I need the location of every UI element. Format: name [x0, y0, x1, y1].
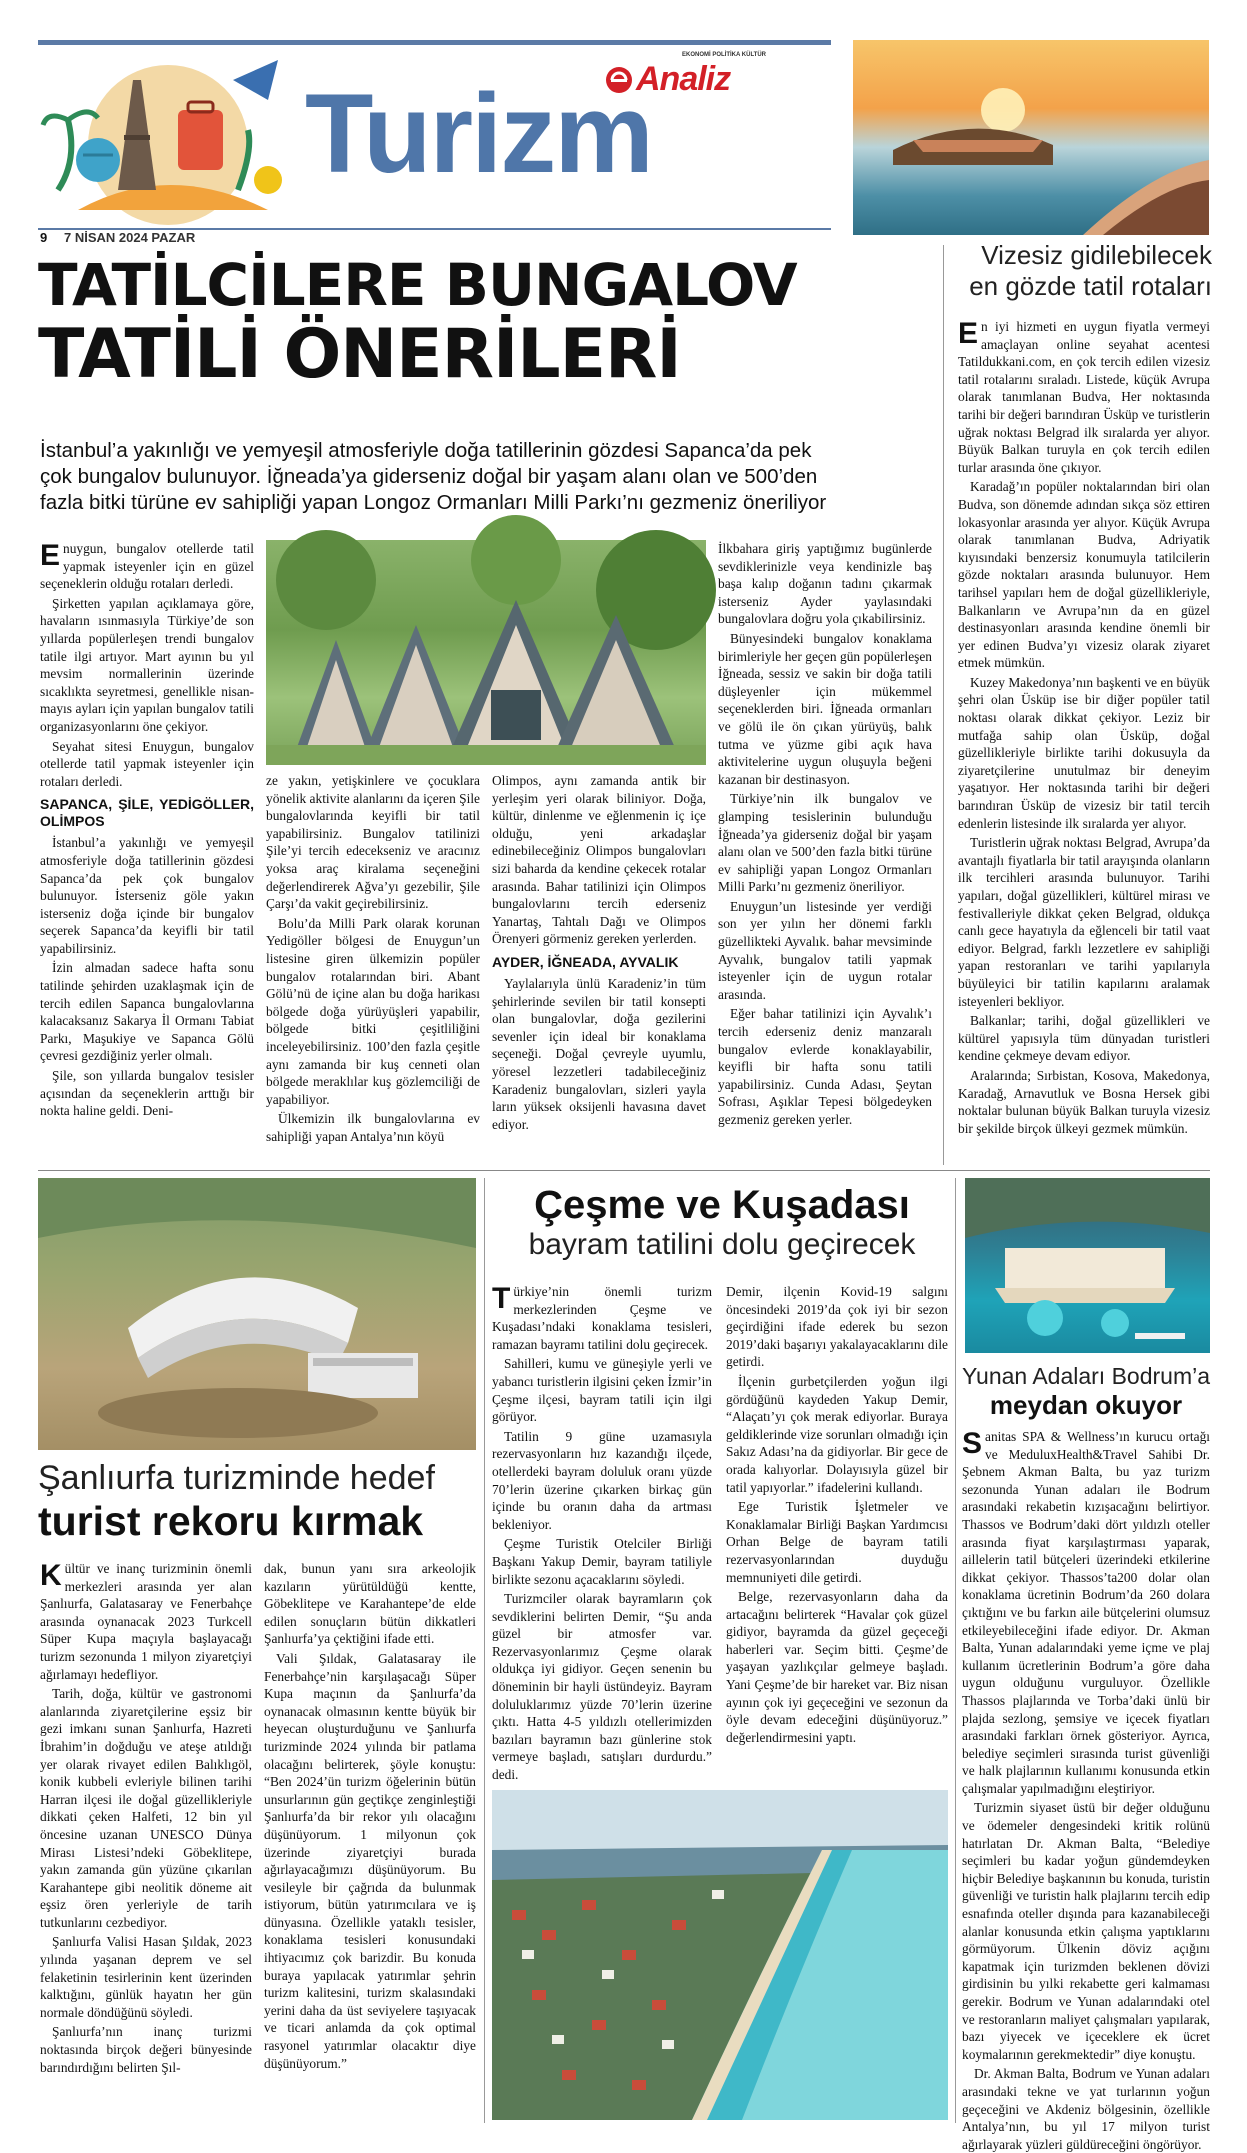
bodrum-resort-photo	[965, 1178, 1210, 1353]
lead-subheading: SAPANCA, ŞİLE, YEDİGÖLLER, OLİMPOS	[40, 796, 254, 830]
yunan-paragraph: anitas SPA & Wellness’ın kurucu ortağı ve MeduluxHealth&Travel Sahibi Dr. Şebnem Akman Balta, bu yaz turizm sezonunda Yunan adaları ile Bodrum arasındaki rekabetin kızışacağını belirtiyor. Thassos ve Bodrum’daki dört yıldızlı oteller arasında fiyat karşılaştırması yaparak, aillelerin tatil bütçeleri üzerindeki etkilerine dikkat çekiyor. Thassos’ta200 dolar olan konaklama ücretinin Bodrum’da 260 dolara çıktığını ve bu farkın aile bütçelerini olumsuz etkileyebileceğini ifade ediyor. Dr. Akman Balta, Yunan adalarındaki yeme içme ve plaj kullanım ücretlerinin Bodrum’a göre daha uygun olduğunu vurguluyor. Özellikle Thassos plajlarında ve Torba’daki ünlü bir plajda sezlong, şemsiye ve içecek fiyatları arasındaki farkları örnek gösteriyor. Ayrıca, belediye seçimleri sırasında turist güvenliği ve halk plajlarının kullanımı konusunda etkin çalışmalar yapılmadığını eleştiriyor.	[962, 1429, 1210, 1796]
section-title: Turizm	[305, 71, 652, 196]
sanliurfa-paragraph: dak, bunun yanı sıra arkeolojik kazıların yürütüldüğü kentte, Göbeklitepe ve Karahantepe’de elde edilen sonuçların bütün dikkatleri Şanlıurfa’ya çektiğini ifade etti.	[264, 1561, 476, 1647]
cesme-title-line2: bayram tatilini dolu geçirecek	[528, 1228, 916, 1261]
cesme-column-2	[726, 1283, 948, 1785]
lead-paragraph: Şile, son yıllarda bungalov tesisler açısından da seçeneklerin arttığı bir nokta haline geldi. Deni-	[40, 1068, 254, 1119]
sanliurfa-dropcap: K	[40, 1559, 62, 1592]
right-story-paragraph: n iyi hizmeti en uygun fiyatla vermeyi amaçlayan online seyahat acentesi Tatildukkani.com, en çok tercih edilen vizesiz tatil rotalarını sıraladı. Listede, küçük Avrupa olarak tanımlanan Budva, Her noktasında tarihi bir değeri barındıran Üsküp ve turistlerin uğrak noktası Belgrad ilk sıralarda yer alıyor. Büyük Balkan turuyla en çok tercih edilen turlar arasında öne çıkıyor.	[958, 319, 1210, 475]
lead-headline	[38, 250, 838, 394]
section-divider	[38, 1170, 1210, 1171]
lead-paragraph: Eğer bahar tatilinizi için Ayvalık’ı tercih ederseniz deniz manzaralı bungalov evlerde konaklayabilir, keyifli bir hafta sonu tatili yapabilirsiniz. Cunda Adası, Şeytan Sofrası, Aşıklar Tepesi bölgedeyken gezmeniz gereken yerler.	[718, 1006, 932, 1127]
lead-paragraph: nuygun, bungalov otellerde tatil yapmak isteyenler için en güzel seçeneklerin olduğu rotaları derledi.	[40, 541, 254, 592]
cesme-paragraph: Çeşme Turistik Otelciler Birliği Başkanı Yakup Demir, bayram tatiliyle birlikte sezonu açacaklarını söyledi.	[492, 1536, 712, 1587]
lead-column-3	[492, 772, 706, 1165]
cesme-paragraph: Tatilin 9 güne uzamasıyla rezervasyonların hız kazandığı ilçede, otellerdeki bayram doluluk oranı yüzde 70’lerin üzerine çıkarken birkaç gün içinde bu oranın daha da artması bekleniyor.	[492, 1428, 712, 1532]
yunan-title-line1: Yunan Adaları Bodrum’a	[961, 1363, 1211, 1389]
right-story-title-line2: en gözde tatil rotaları	[969, 271, 1212, 301]
bottom-divider-1	[484, 1178, 485, 2123]
island-sunset-photo	[853, 40, 1209, 235]
cesme-paragraph: Demir, ilçenin Kovid-19 salgını öncesindeki 2019’da çok iyi bir sezon geçirdiğini ifade ederek bu sezon 2019’daki başarıyı yakalayacaklarını dile getirdi.	[726, 1284, 948, 1370]
page-number: 9	[40, 230, 48, 245]
lead-paragraph: Şirketten yapılan açıklamaya göre, havaların ısınmasıyla Türkiye’de son yıllarda popülerleşen trendi bungalov tatile ilgi artıyor. Mart ayının bu yıl mevsim normallerinin üzerinde sıcaklıkta seyretmesi, genellikle nisan-mayıs ayları için yapılan bungalov tatili organizasyonlarını öne çekiyor.	[40, 595, 254, 734]
lead-paragraph: Ülkemizin ilk bungalovlarına ev sahipliği yapan Antalya’nın köyü	[266, 1111, 480, 1144]
right-story-paragraph: Aralarında; Sırbistan, Kosova, Makedonya, Karadağ, Arnavutluk ve Bosna Hersek gibi noktalar bulunan büyük Balkan turuyla vizesiz bir şekilde birçok ülkeyi gezmek mümkün.	[958, 1067, 1210, 1136]
right-story-dropcap: E	[958, 317, 979, 350]
lead-paragraph: ze yakın, yetişkinlere ve çocuklara yönelik aktivite alanlarını da içeren Şile bungalovlarında keyifli bir tatil yapabilirsiniz. Bungalov tatilinizi Şile’yi tercih edecekseniz ve aracınız yoksa araç kiralama seçeneğini değerlendirerek Ağva’yı gezebilir, Şile Çarşı’da vakit geçirebilirsiniz.	[266, 773, 480, 912]
right-story-divider	[943, 245, 944, 1165]
yunan-dropcap: S	[962, 1427, 983, 1460]
lead-headline-line1: TATİLCİLERE BUNGALOV	[38, 251, 797, 319]
cesme-paragraph: Belge, rezervasyonların daha da artacağını belirterek “Havalar çok güzel gidiyor, bayramda da güzel geçeceği haberleri var. Seçim bitti. Çeşme’de yaşayan yazlıkçılar gelmeye başladı. Yani Çeşme’de bir hareket var. Biz nisan ayının çok iyi geçeceğini ve sezonun da öyle devam edeceğini düşünüyoruz.” değerlendirmesini yaptı.	[726, 1589, 948, 1745]
cesme-title-line1: Çeşme ve Kuşadası	[534, 1183, 910, 1227]
right-story-title-line1: Vizesiz gidilebilecek	[981, 240, 1212, 270]
lead-paragraph: İlkbahara giriş yaptığımız bugünlerde sevdiklerinizle veya kendinizle baş başa kalıp doğanın tadını çıkarmak isterseniz Ayder yaylasındaki bungalovlara doğru yola çıkabilirsiniz.	[718, 541, 932, 627]
lead-paragraph: Olimpos, aynı zamanda antik bir yerleşim yeri olarak biliniyor. Doğa, kültür, dinlenme ve eğlenmenin iç içe olduğu, yeni arkadaşlar edinebileceğiniz Olimpos bungalovları sizi baharda da kendine çekecek rotalar arasında. Bahar tatilinizi için Olimpos bungalovlarını tercih ederseniz Yanartaş, Tahtalı Dağı ve Olimpos Örenyeri görmeniz gereken yerlerden.	[492, 773, 706, 947]
cesme-title	[492, 1182, 952, 1262]
bungalow-photo	[266, 540, 706, 765]
yunan-body	[962, 1427, 1210, 2152]
lead-paragraph: İstanbul’a yakınlığı ve yemyeşil atmosferiyle doğa tatillerinin gözdesi Sapanca’da pek çok bungalov bulunuyor. İsterseniz göle yakın isterseniz doğa içinde bir bungalov seçerek Sapanca’da keyifli bir tatil yapabilirsiniz.	[40, 835, 254, 956]
brand-name: Analiz	[636, 60, 731, 98]
brand-tag: EKONOMİ POLİTİKA KÜLTÜR	[682, 52, 766, 58]
lead-paragraph: Türkiye’nin ilk bungalov ve glamping tesislerinin bulunduğu İğneada’ya giderseniz doğal bir yaşam alanı olan ve 500’den fazla bitki türüne ev sahipliği yapan Longoz Ormanları Milli Parkı’nı gezmeniz öneriliyor.	[718, 791, 932, 895]
issue-date: 7 NİSAN 2024 PAZAR	[64, 230, 196, 245]
lead-deck: İstanbul’a yakınlığı ve yemyeşil atmosferiyle doğa tatillerinin gözdesi Sapanca’da pek çok bungalov bulunuyor. İğneada’ya giderseniz doğal bir yaşam alanı olan ve 500’den fazla bitki türüne ev sahipliği yapan Longoz Ormanları Milli Parkı’nı gezmeniz öneriliyor	[40, 439, 827, 514]
sanliurfa-title-line1: Şanlıurfa turizminde hedef	[38, 1459, 435, 1497]
sanliurfa-paragraph: Şanlıurfa’nın inanç turizmi noktasında birçok değeri bünyesinde barındırdığını belirten Şıl-	[40, 2024, 252, 2075]
travel-collage-illustration	[38, 40, 298, 230]
sanliurfa-paragraph: ültür ve inanç turizminin önemli merkezleri arasında yer alan Şanlıurfa, Galatasaray ve Fenerbahçe arasında oynanacak 2023 Turkcell Süper Kupa maçıyla başlayacağı turizm sezonunda 1 milyon ziyaretçiyi ağırlamayı hedefliyor.	[40, 1561, 252, 1682]
cesme-column-1	[492, 1283, 712, 1785]
lead-column-1	[40, 540, 254, 1165]
yunan-paragraph: Turizmin siyaset üstü bir değer olduğunu ve ödemeler dengesindeki kritik rolünü hatırlatan Dr. Akman Balta, “Belediye seçimleri bu kadar yoğun gündemdeyken hiçbir Belediye başkanının bu konuda, turistin güvenliği ve turistin halk plajlarını tercih edip esnafında oteller dışında para kazanabileceği alanlar konusunda etkin çalışma yaptıklarını görmüyorum. Ülkenin döviz açığını kapatmak için turizmden beklenen dövizi girdisinin bu yılki rekabette geri kalmaması gerekir. Bodrum ve Yunan adalarındaki otel ve restoranların maliyet çalışmaları yapılarak, bazı yiyecek ve içeceklere ek ücret koymalarının gerekmektedir” diye konuştu.	[962, 1800, 1210, 2062]
cesme-paragraph: Sahilleri, kumu ve güneşiyle yerli ve yabancı turistlerin ilgisini çeken İzmir’in Çeşme ilçesi, bayram tatili için ilgi görüyor.	[492, 1356, 712, 1425]
right-story-paragraph: Balkanlar; tarihi, doğal güzellikleri ve kültürel yapısıyla tüm dünyadan turistleri kendine çekmeye devam ediyor.	[958, 1013, 1210, 1064]
sanliurfa-title-line2: turist rekoru kırmak	[38, 1498, 424, 1544]
sanliurfa-title	[38, 1458, 478, 1544]
cesme-dropcap: T	[492, 1282, 511, 1315]
lead-subheading: AYDER, İĞNEADA, AYVALIK	[492, 953, 679, 970]
right-story-title	[950, 240, 1212, 302]
lead-paragraph: Bünyesindeki bungalov konaklama birimleriyle her geçen gün popülerleşen İğneada, sessiz ve sakin bir doğa tatili düşleyenler için mükemmel seçeneklerden biri. İğneada ormanları ve gölü ile ön çıkan yürüyüş, balık tutma ve yüzme gibi açık hava aktivitelerine uygun oluşuyla beğeni kazanan bir destinasyon.	[718, 630, 932, 787]
sanliurfa-column-2	[264, 1560, 476, 2122]
right-story-body	[958, 318, 1210, 1166]
right-story-paragraph: Karadağ’ın popüler noktalarından biri olan Budva, son dönemde adından sıkça söz ettiren lokasyonlar arasında yer alıyor. Küçük Avrupa olarak tanımlanan Budva, Adriyatik kıyısındaki benzersiz konumuyla tatilcilerin gözde noktaları arasında bulunuyor. Hem tarihsel yapıları hem de doğal güzellikleriyle, Balkanların ve Avrupa’nın da en güzel destinasyonları arasında kendine önemli bir yer edinen Budva’yı vizesiz olarak ziyaret etmek mümkün.	[958, 479, 1210, 671]
kusadasi-aerial-photo	[492, 1790, 948, 2120]
sanliurfa-paragraph: Vali Şıldak, Galatasaray ile Fenerbahçe’nin karşılaşacağı Süper Kupa maçının da Şanlıurfa’da oynanacak olmasının kentte büyük bir heyecan oluşturduğunu ve Şanlıurfa turizminde 2024 yılında bir patlama olacağını belirterek, şöyle konuştu: “Ben 2024’ün turizm öğelerinin bütün unsurlarının gün geçtikçe zenginleştiği Şanlıurfa’da bir rekor yılı olacağını düşünüyorum. 1 milyonun çok üzerinde ziyaretçiyi burada ağırlayacağımızı düşünüyorum. Bu vesileyle bir çağrıda da bulunmak istiyorum, bütün yatırımcılara ve iş dünyasına. Özellikle yataklı tesisler, konaklama tesisleri konusundaki ihtiyacımız çok barizdir. Bu konuda buraya yapılacak yatırımlar şehrin turizm kalitesini, turizm skalasındaki yerini daha da üst seviyelere taşıyacak ve ticari anlamda da çok optimal rasyonel yatırımlar olacaktır diye düşünüyorum.”	[264, 1650, 476, 2071]
sanliurfa-paragraph: Tarih, doğa, kültür ve gastronomi alanlarında ziyaretçilerine eşsiz bir gezi imkanı sunan Şanlıurfa, Hazreti İbrahim’in doğduğu ve ateşe atıldığı yer olarak rivayet edilen Balıklıgöl, konik kubbeli evleriyle bilinen tarihi Harran ilçesi ile doğal güzellikleriyle dikkati çeken Halfeti, 12 bin yıl öncesine uzanan UNESCO Dünya Mirası Listesi’ndeki Göbeklitepe, yakın zamanda gün yüzüne çıkarılan Karahantepe gibi neolitik döneme ait eşsiz ören yerleriyle de tarih tutkunlarını cezbediyor.	[40, 1686, 252, 1930]
sanliurfa-paragraph: Şanlıurfa Valisi Hasan Şıldak, 2023 yılında yaşanan deprem ve sel felaketinin tesirlerinin kent üzerinden kalktığını, günlük hayatın her gün normale döndüğünü söyledi.	[40, 1934, 252, 2020]
right-story-paragraph: Kuzey Makedonya’nın başkenti ve en büyük şehri olan Üsküp ise bir diğer popüler tatil noktası olarak dikkat çekiyor. Leziz bir mutfağa sahip olan Üsküp, doğal güzellikleriyle birlikte tarihi dokusuyla da ziyaretçilerine unutulmaz bir deneyim yaşatıyor. Her noktasında tarihi bir değeri barındıran Üsküp de vizesiz bir tatil tercih edenlerin listesinde ilk sıralarda yer alıyor.	[958, 674, 1210, 831]
cesme-paragraph: İlçenin gurbetçilerden yoğun ilgi gördüğünü kaydeden Yakup Demir, “Alaçatı’yı çok merak ediyorlar. Buraya geldiklerinde vize sorunları olmadığı için Sakız Adası’na da gidiyorlar. Bir gece de orada kalıyorlar. Dolayısıyla güzel bir tatil yapıyorlar.” ifadelerini kullandı.	[726, 1373, 948, 1495]
lead-paragraph: İzin almadan sadece hafta sonu tatilinde şehirden uzaklaşmak için de tercih edilen Sapanca bungalovlarına kalacaksanız Sakarya İl Ormanı Tabiat Parkı, Maşukiye ve Sapanca Gölü çevresi gezdiğiniz yerler olmalı.	[40, 960, 254, 1064]
lead-dropcap: E	[40, 539, 61, 572]
lead-column-4	[718, 540, 932, 1165]
yunan-title	[960, 1362, 1212, 1420]
lead-paragraph: Enuygun’un listesinde yer verdiği son yer yılın her dönemi farklı güzellikteki Ayvalık. bahar mevsiminde Ayvalık, bungalov tatili yapmak isteyenler için de uygun rotalar arasında.	[718, 898, 932, 1002]
gobeklitepe-photo	[38, 1178, 476, 1450]
sanliurfa-column-1	[40, 1560, 252, 2122]
yunan-paragraph: Dr. Akman Balta, Bodrum ve Yunan adaları arasındaki tekne ve yat turlarının yoğun geçeceğini ve Akdeniz bölgesinin, özellikle Antalya’nın, bu yıl 17 milyon turist ağırlayarak yüzleri güldüreceğini öngörüyor.	[962, 2066, 1210, 2152]
cesme-paragraph: Ege Turistik İşletmeler ve Konaklamalar Birliği Başkan Yardımcısı Orhan Belge de bayram tatili rezervasyonlarından duyduğu memnuniyeti dile getirdi.	[726, 1499, 948, 1585]
lead-paragraph: Bolu’da Milli Park olarak korunan Yedigöller bölgesi de Enuygun’un listesine giren ülkemizin popüler bungalov rotalarından biri. Abant Gölü’nü de içine alan bu doğa harikası bölgede doğa yürüyüşleri yapabilir, bölgede bitki çeşitliliğini inceleyebilirsiniz. 100’den fazla çeşitle aynı zamanda bir kuş cenneti olan bölgede meraklılar kuş gözlemciliği de yapabiliyor.	[266, 915, 480, 1107]
lead-paragraph: Seyahat sitesi Enuygun, bungalov otellerde tatil yapmak isteyenler için rotaları derledi.	[40, 738, 254, 789]
lead-paragraph: Yaylalarıyla ünlü Karadeniz’in tüm şehirlerinde sevilen bir tatil konsepti olan bungalovlar, doğa gezilerini sevenler için ideal bir konaklama seçeneği. Doğal çevreyle uyumlu, yöresel lezzetleri tadabileceğiniz Karadeniz bungalovları, sizleri yayla ların yüksek oksijenli havasına davet ediyor.	[492, 975, 706, 1132]
yunan-title-line2: meydan okuyor	[989, 1390, 1183, 1420]
cesme-paragraph: Turizmciler olarak bayramların çok sevdiklerini belirten Demir, “Şu anda güzel bir atmosfer var. Rezervasyonlarımız Çeşme olarak oldukça iyi gidiyor. Geçen senenin bu döneminin bir hayli üstündeyiz. Bayram doluluklarımız yüzde 70’lerin üzerine çıktı. Hatta 4-5 yıldızlı otellerimizden bazıları bayramın bazı günlerine stok vermeye başladı, satışları durdurdu.” dedi.	[492, 1591, 712, 1783]
cesme-paragraph: ürkiye’nin önemli turizm merkezlerinden Çeşme ve Kuşadası’ndaki konaklama tesisleri, ramazan bayramı tatilini dolu geçirecek.	[492, 1284, 712, 1352]
lead-column-2	[266, 772, 480, 1165]
lead-headline-line2: TATİLİ ÖNERİLERİ	[38, 315, 681, 394]
right-story-paragraph: Turistlerin uğrak noktası Belgrad, Avrupa’da avantajlı fiyatlarla bir tatil arayışında olanların ilk tercihleri arasında bulunuyor. Tarihi yapıları, doğal güzellikleri, kültürel mirası ve festivalleriyle dikkat çeken Belgrad, oldukça canlı gece hayatıyla da eğlenceli bir tatil vaat ediyor. Belgrad, farklı lezzetlere ev sahipliği yapan restoranları ve tarihi yapılarıyla büyüleyici bir tatilin kapılarını aralamak isteyenleri bekliyor.	[958, 835, 1210, 1009]
bottom-divider-2	[955, 1178, 956, 2123]
